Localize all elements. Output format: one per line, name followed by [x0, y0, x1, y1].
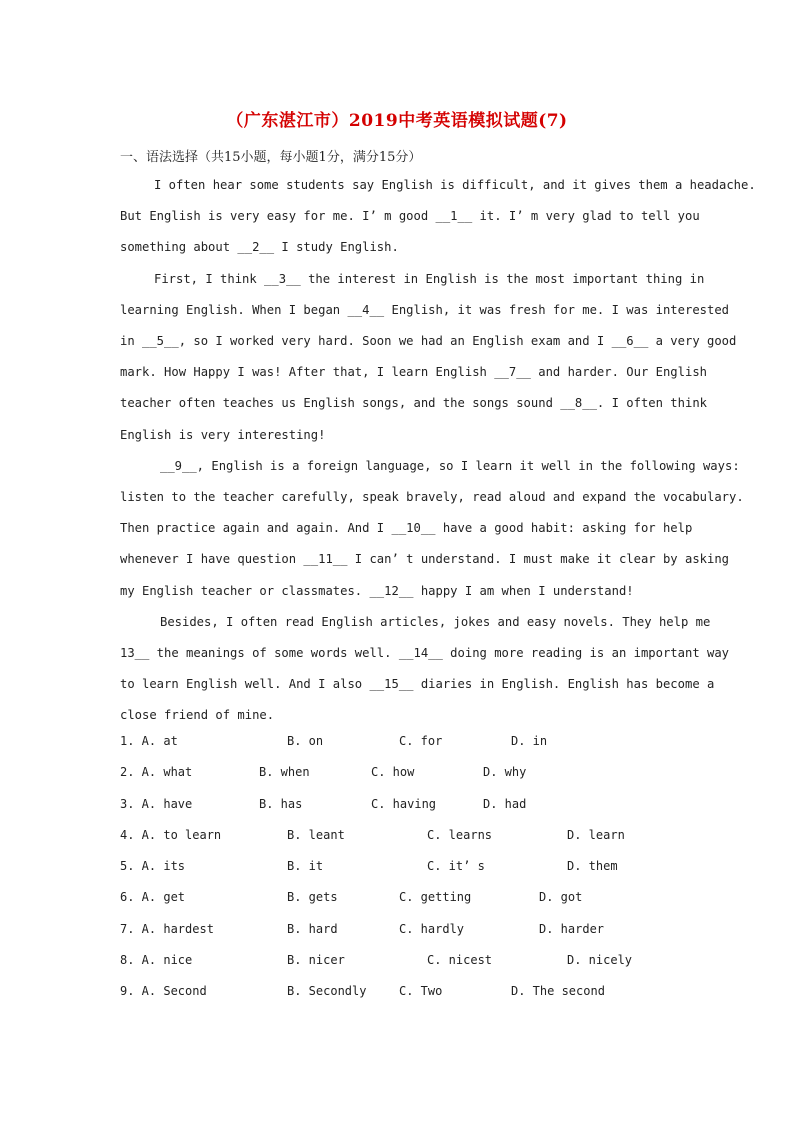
passage-line: whenever I have question __11__ I can’ t understand. I must make it clear by asking [120, 552, 730, 567]
option-choice: C. getting [399, 890, 472, 905]
option-choice: D. harder [539, 921, 605, 936]
passage-line: English is very interesting! [120, 427, 326, 442]
option-choice: D. them [567, 859, 618, 874]
option-choice: B. hard [287, 921, 338, 936]
passage-line: something about __2__ I study English. [120, 240, 399, 255]
option-choice: D. had [483, 796, 527, 811]
option-choice: B. nicer [287, 953, 345, 968]
passage-line: First, I think __3__ the interest in English is the most important thing in [154, 271, 705, 286]
passage-line: teacher often teaches us English songs, and the songs sound __8__. I often think [120, 396, 707, 411]
option-choice: D. nicely [567, 953, 633, 968]
passage-line: my English teacher or classmates. __12__ happy I am when I understand! [120, 583, 634, 598]
option-choice: C. hardly [399, 921, 465, 936]
option-choice: D. why [483, 765, 527, 780]
passage-line: Besides, I often read English articles, jokes and easy novels. They help me [160, 614, 711, 629]
option-choice: B. has [259, 796, 303, 811]
option-choice: 1. A. at [120, 734, 178, 748]
passage-line: close friend of mine. [120, 708, 275, 723]
passage-paragraph-1 [120, 170, 756, 264]
passage-line: listen to the teacher carefully, speak bravely, read aloud and expand the vocabulary. [120, 489, 744, 504]
option-choice: C. for [399, 734, 443, 748]
option-choice: B. gets [287, 890, 338, 905]
passage-line: But English is very easy for me. I’ m good __1__ it. I’ m very glad to tell you [120, 209, 700, 224]
option-choice: C. nicest [427, 953, 493, 968]
option-choice: B. Secondly [287, 984, 367, 999]
option-choice: B. it [287, 859, 324, 874]
passage-line: I often hear some students say English is difficult, and it gives them a headache. [154, 178, 756, 192]
passage-line: mark. How Happy I was! After that, I learn English __7__ and harder. Our English [120, 365, 707, 380]
option-choice: D. The second [511, 984, 605, 999]
option-choice: 5. A. its [120, 859, 186, 874]
option-choice: C. Two [399, 984, 443, 999]
section-heading: 一、语法选择（共15小题，每小题1分，满分15分） [120, 150, 422, 165]
option-choice: 4. A. to learn [120, 827, 222, 842]
passage-paragraph-4 [120, 607, 730, 732]
option-choice: B. leant [287, 827, 345, 842]
option-choice: C. learns [427, 827, 493, 842]
option-choice: 6. A. get [120, 890, 186, 905]
passage-line: to learn English well. And I also __15__ diaries in English. English has become a [120, 677, 715, 692]
passage-line: in __5__, so I worked very hard. Soon we had an English exam and I __6__ a very good [120, 333, 737, 348]
option-choice: 3. A. have [120, 796, 193, 811]
option-choice: 2. A. what [120, 765, 193, 780]
option-choice: D. learn [567, 827, 625, 842]
passage-line: 13__ the meanings of some words well. __14__ doing more reading is an important way [120, 645, 730, 660]
option-choice: C. how [371, 765, 415, 780]
passage-line: __9__, English is a foreign language, so I learn it well in the following ways: [160, 458, 740, 473]
option-choice: C. it’ s [427, 859, 485, 874]
page-title: （广东湛江市）2019中考英语模拟试题(7) [226, 111, 568, 131]
option-choice: 8. A. nice [120, 953, 193, 968]
option-choice: B. when [259, 765, 310, 780]
option-choice: C. having [371, 796, 437, 811]
option-choice: D. got [539, 890, 583, 905]
option-choice: D. in [511, 734, 548, 748]
passage-line: learning English. When I began __4__ English, it was fresh for me. I was interested [120, 302, 730, 317]
passage-line: Then practice again and again. And I __10__ have a good habit: asking for help [120, 521, 693, 536]
option-choice: 9. A. Second [120, 984, 207, 999]
passage-paragraph-3 [120, 451, 744, 607]
passage-paragraph-2 [120, 264, 737, 451]
option-choice: B. on [287, 734, 324, 748]
option-choice: 7. A. hardest [120, 921, 214, 936]
